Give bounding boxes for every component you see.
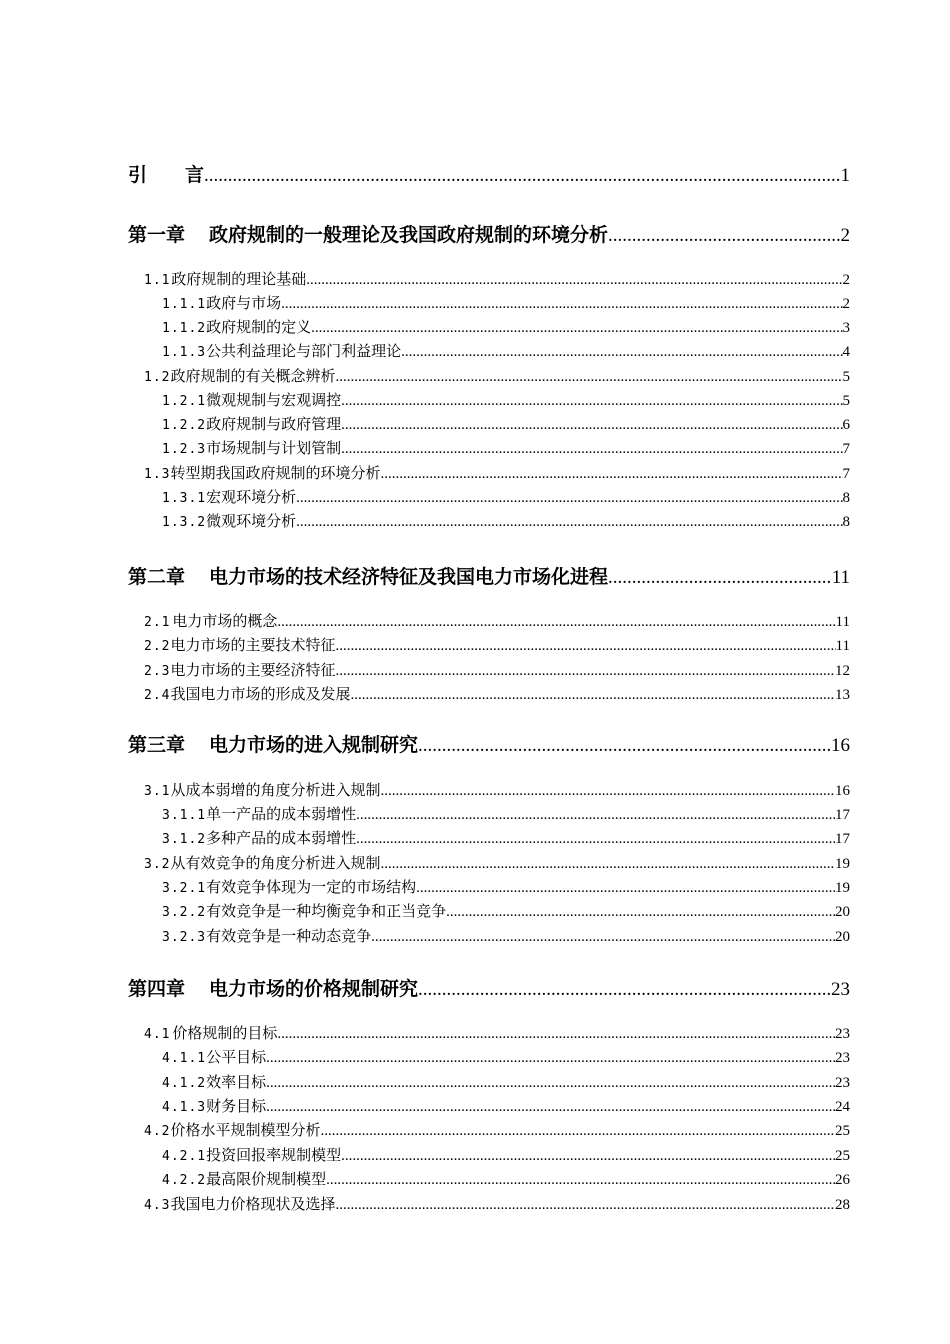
chapter-title: 电力市场的进入规制研究 bbox=[209, 734, 419, 756]
toc-subsection[interactable] bbox=[162, 292, 850, 314]
subsection-title: 政府规制与政府管理 bbox=[206, 415, 342, 433]
toc-entry-intro[interactable] bbox=[128, 160, 850, 188]
toc-leader-dots bbox=[336, 369, 843, 386]
subsection-title: 微观环境分析 bbox=[206, 512, 297, 530]
toc-page-number: 16 bbox=[835, 783, 850, 799]
subsection-number: 1.1.1 bbox=[162, 297, 207, 312]
section-title: 我国电力市场的形成及发展 bbox=[170, 685, 351, 703]
section-number: 3.1 bbox=[144, 784, 171, 799]
subsection-title: 财务目标 bbox=[206, 1097, 267, 1115]
toc-page-number: 20 bbox=[835, 904, 850, 920]
toc-subsection[interactable] bbox=[162, 803, 850, 825]
toc-leader-dots bbox=[341, 1148, 835, 1165]
toc-section[interactable] bbox=[144, 365, 850, 387]
toc-leader-dots bbox=[306, 272, 842, 289]
subsection-number: 1.3.1 bbox=[162, 491, 207, 506]
section-title: 转型期我国政府规制的环境分析 bbox=[170, 464, 381, 482]
toc-leader-dots bbox=[204, 165, 840, 187]
toc-subsection[interactable] bbox=[162, 486, 850, 508]
subsection-number: 3.2.1 bbox=[162, 881, 207, 896]
section-title: 我国电力价格现状及选择 bbox=[170, 1195, 336, 1213]
toc-leader-dots bbox=[266, 1099, 835, 1116]
toc-page-number: 6 bbox=[842, 417, 850, 433]
toc-page-number: 2 bbox=[842, 296, 850, 312]
section-title: 电力市场的主要技术特征 bbox=[170, 636, 336, 654]
toc-leader-dots bbox=[418, 979, 831, 1001]
subsection-number: 4.1.3 bbox=[162, 1100, 207, 1115]
toc-page-number: 2 bbox=[840, 225, 850, 246]
toc-leader-dots bbox=[608, 567, 832, 589]
toc-section[interactable] bbox=[144, 779, 850, 801]
toc-leader-dots bbox=[321, 1123, 836, 1140]
toc-page-number: 23 bbox=[835, 1026, 850, 1042]
toc-page-number: 17 bbox=[835, 807, 850, 823]
toc-leader-dots bbox=[336, 1197, 836, 1214]
section-title: 电力市场的概念 bbox=[172, 612, 278, 630]
subsection-number: 3.2.3 bbox=[162, 930, 207, 945]
toc-page-number: 23 bbox=[831, 979, 850, 1000]
toc-page-number: 7 bbox=[842, 466, 850, 482]
toc-page-number: 13 bbox=[835, 687, 850, 703]
toc-page-number: 28 bbox=[835, 1197, 850, 1213]
toc-leader-dots bbox=[281, 296, 842, 313]
toc-subsection[interactable] bbox=[162, 827, 850, 849]
section-number: 2.4 bbox=[144, 688, 171, 703]
toc-page-number: 11 bbox=[831, 567, 850, 588]
section-title: 从有效竞争的角度分析进入规制 bbox=[170, 854, 381, 872]
section-title: 政府规制的有关概念辨析 bbox=[170, 367, 336, 385]
toc-section[interactable] bbox=[144, 610, 850, 632]
subsection-number: 1.3.2 bbox=[162, 515, 207, 530]
section-number: 3.2 bbox=[144, 857, 171, 872]
subsection-number: 3.1.1 bbox=[162, 808, 207, 823]
toc-leader-dots bbox=[381, 856, 836, 873]
subsection-number: 3.1.2 bbox=[162, 832, 207, 847]
toc-leader-dots bbox=[341, 393, 842, 410]
subsection-title: 微观规制与宏观调控 bbox=[206, 391, 342, 409]
chapter-number: 第一章 bbox=[128, 224, 186, 246]
chapter-number: 第四章 bbox=[128, 978, 186, 1000]
toc-page-number: 8 bbox=[842, 514, 850, 530]
toc-leader-dots bbox=[416, 880, 835, 897]
subsection-number: 4.1.2 bbox=[162, 1076, 207, 1091]
subsection-title: 最高限价规制模型 bbox=[206, 1170, 327, 1188]
subsection-number: 4.1.1 bbox=[162, 1051, 207, 1066]
toc-subsection[interactable] bbox=[162, 510, 850, 532]
toc-page-number: 23 bbox=[835, 1050, 850, 1066]
toc-leader-dots bbox=[401, 344, 842, 361]
toc-section[interactable] bbox=[144, 1022, 850, 1044]
chapter-title: 电力市场的技术经济特征及我国电力市场化进程 bbox=[209, 566, 609, 588]
toc-page-number: 11 bbox=[835, 614, 850, 630]
toc-page-number: 17 bbox=[835, 831, 850, 847]
toc-page-number: 23 bbox=[835, 1075, 850, 1091]
section-number: 1.1 bbox=[144, 273, 171, 288]
toc-chapter-2[interactable] bbox=[128, 562, 850, 590]
toc-subsection[interactable] bbox=[162, 340, 850, 362]
subsection-title: 投资回报率规制模型 bbox=[206, 1146, 342, 1164]
toc-page-number: 19 bbox=[835, 856, 850, 872]
toc-subsection[interactable] bbox=[162, 1046, 850, 1068]
section-title: 价格规制的目标 bbox=[172, 1024, 278, 1042]
subsection-number: 1.1.3 bbox=[162, 345, 207, 360]
toc-page-number: 20 bbox=[835, 929, 850, 945]
toc-leader-dots bbox=[446, 904, 835, 921]
toc-chapter-1[interactable] bbox=[128, 220, 850, 248]
toc-leader-dots bbox=[371, 929, 835, 946]
toc-leader-dots bbox=[311, 320, 842, 337]
subsection-title: 有效竞争体现为一定的市场结构 bbox=[206, 878, 417, 896]
section-number: 4.1 bbox=[144, 1027, 171, 1042]
toc-subsection[interactable] bbox=[162, 1144, 850, 1166]
toc-page-number: 26 bbox=[835, 1172, 850, 1188]
toc-subsection[interactable] bbox=[162, 1071, 850, 1093]
toc-leader-dots bbox=[296, 490, 842, 507]
toc-subsection[interactable] bbox=[162, 925, 850, 947]
toc-section[interactable] bbox=[144, 659, 850, 681]
toc-section[interactable] bbox=[144, 683, 850, 705]
subsection-title: 公平目标 bbox=[206, 1048, 267, 1066]
chapter-title: 政府规制的一般理论及我国政府规制的环境分析 bbox=[209, 224, 609, 246]
subsection-number: 4.2.2 bbox=[162, 1173, 207, 1188]
toc-leader-dots bbox=[341, 441, 842, 458]
toc-subsection[interactable] bbox=[162, 876, 850, 898]
toc-section[interactable] bbox=[144, 634, 850, 656]
toc-page-number: 1 bbox=[840, 165, 850, 186]
subsection-title: 宏观环境分析 bbox=[206, 488, 297, 506]
toc-page-number: 4 bbox=[842, 344, 850, 360]
section-number: 2.3 bbox=[144, 664, 171, 679]
toc-subsection[interactable] bbox=[162, 900, 850, 922]
subsection-number: 1.1.2 bbox=[162, 321, 207, 336]
toc-section[interactable] bbox=[144, 268, 850, 290]
toc-leader-dots bbox=[277, 1026, 835, 1043]
toc-subsection[interactable] bbox=[162, 1168, 850, 1190]
toc-leader-dots bbox=[351, 687, 836, 704]
subsection-title: 政府与市场 bbox=[206, 294, 282, 312]
toc-page-number: 16 bbox=[831, 735, 850, 756]
toc-page-number: 8 bbox=[842, 490, 850, 506]
toc-page-number: 19 bbox=[835, 880, 850, 896]
toc-leader-dots bbox=[266, 1075, 835, 1092]
toc-chapter-3[interactable] bbox=[128, 730, 850, 758]
subsection-title: 政府规制的定义 bbox=[206, 318, 312, 336]
toc-leader-dots bbox=[296, 514, 842, 531]
toc-leader-dots bbox=[336, 663, 836, 680]
subsection-title: 有效竞争是一种动态竞争 bbox=[206, 927, 372, 945]
section-number: 2.2 bbox=[144, 639, 171, 654]
subsection-title: 多种产品的成本弱增性 bbox=[206, 829, 357, 847]
toc-page-number: 25 bbox=[835, 1148, 850, 1164]
toc-leader-dots bbox=[266, 1050, 835, 1067]
toc-leader-dots bbox=[418, 735, 831, 757]
toc-page-number: 12 bbox=[835, 663, 850, 679]
toc-page-number: 25 bbox=[835, 1123, 850, 1139]
toc-subsection[interactable] bbox=[162, 437, 850, 459]
toc-subsection[interactable] bbox=[162, 389, 850, 411]
toc-section[interactable] bbox=[144, 462, 850, 484]
toc-leader-dots bbox=[608, 225, 840, 247]
subsection-number: 4.2.1 bbox=[162, 1149, 207, 1164]
section-number: 4.3 bbox=[144, 1198, 171, 1213]
subsection-title: 有效竞争是一种均衡竞争和正当竞争 bbox=[206, 902, 447, 920]
toc-chapter-4[interactable] bbox=[128, 974, 850, 1002]
section-title: 从成本弱增的角度分析进入规制 bbox=[170, 781, 381, 799]
toc-page-number: 11 bbox=[835, 638, 850, 654]
toc-page-number: 2 bbox=[842, 272, 850, 288]
section-number: 4.2 bbox=[144, 1124, 171, 1139]
chapter-title: 电力市场的价格规制研究 bbox=[209, 978, 419, 1000]
section-title: 电力市场的主要经济特征 bbox=[170, 661, 336, 679]
toc-page-number: 5 bbox=[842, 369, 850, 385]
section-title: 政府规制的理论基础 bbox=[171, 270, 307, 288]
subsection-number: 3.2.2 bbox=[162, 905, 207, 920]
toc-subsection[interactable] bbox=[162, 413, 850, 435]
toc-leader-dots bbox=[381, 783, 836, 800]
toc-leader-dots bbox=[326, 1172, 835, 1189]
section-number: 2.1 bbox=[144, 615, 171, 630]
subsection-number: 1.2.3 bbox=[162, 442, 207, 457]
section-title: 价格水平规制模型分析 bbox=[170, 1121, 321, 1139]
toc-subsection[interactable] bbox=[162, 1095, 850, 1117]
toc-leader-dots bbox=[277, 614, 835, 631]
toc-section[interactable] bbox=[144, 852, 850, 874]
toc-leader-dots bbox=[356, 831, 835, 848]
section-number: 1.3 bbox=[144, 467, 171, 482]
subsection-title: 效率目标 bbox=[206, 1073, 267, 1091]
toc-leader-dots bbox=[336, 638, 836, 655]
subsection-title: 单一产品的成本弱增性 bbox=[206, 805, 357, 823]
subsection-number: 1.2.2 bbox=[162, 418, 207, 433]
subsection-number: 1.2.1 bbox=[162, 394, 207, 409]
toc-page-number: 5 bbox=[842, 393, 850, 409]
toc-leader-dots bbox=[341, 417, 842, 434]
toc-leader-dots bbox=[381, 466, 843, 483]
subsection-title: 市场规制与计划管制 bbox=[206, 439, 342, 457]
toc-subsection[interactable] bbox=[162, 316, 850, 338]
toc-page-number: 24 bbox=[835, 1099, 850, 1115]
toc-leader-dots bbox=[356, 807, 835, 824]
toc-entry-title: 引 言 bbox=[128, 164, 205, 186]
subsection-title: 公共利益理论与部门利益理论 bbox=[206, 342, 402, 360]
toc-page-number: 7 bbox=[842, 441, 850, 457]
toc-page-number: 3 bbox=[842, 320, 850, 336]
toc-section[interactable] bbox=[144, 1119, 850, 1141]
chapter-number: 第三章 bbox=[128, 734, 186, 756]
toc-section[interactable] bbox=[144, 1193, 850, 1215]
section-number: 1.2 bbox=[144, 370, 171, 385]
chapter-number: 第二章 bbox=[128, 566, 186, 588]
